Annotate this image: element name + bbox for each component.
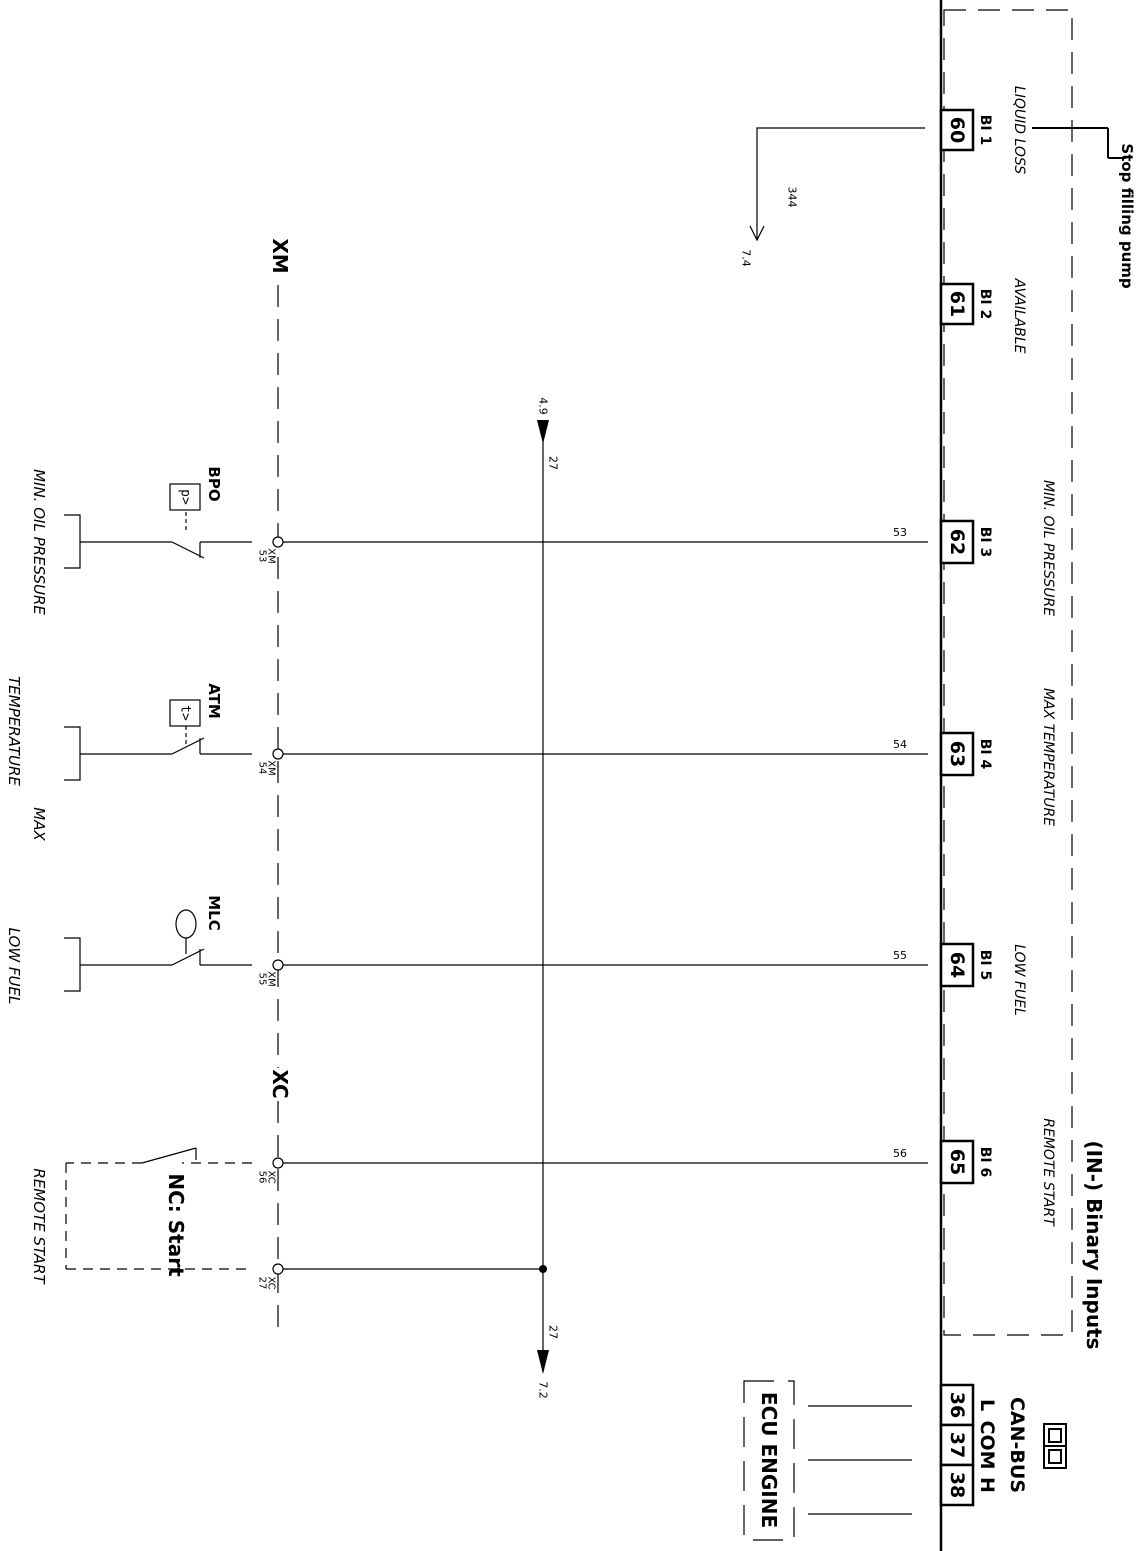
bus-27-junction <box>539 1265 547 1273</box>
input-label: BI 1 <box>977 114 993 146</box>
input-label: BI 6 <box>977 1146 993 1178</box>
input-function: MIN. OIL PRESSURE <box>1040 479 1056 617</box>
input-label: BI 5 <box>977 949 993 981</box>
wire-53-label: 53 <box>893 526 907 539</box>
input-function: MAX TEMPERATURE <box>1040 687 1056 827</box>
bus-27-top-ref: 4.9 <box>536 397 550 415</box>
terminal-bi6 <box>941 1118 1056 1227</box>
terminal-number: 53 <box>256 549 268 563</box>
can-bus-terminals <box>941 1385 1028 1505</box>
bpo-description: MIN. OIL PRESSURE <box>30 469 48 615</box>
terminal-bi4 <box>941 688 1056 826</box>
atm-tag: ATM <box>205 683 223 719</box>
terminal-number: 27 <box>256 1276 268 1290</box>
bus-27-top-wire: 27 <box>546 456 560 470</box>
can-pin-l: L <box>976 1398 998 1412</box>
terminal-block: XM <box>265 971 277 987</box>
stop-filling-pump-label: Stop filling pump <box>1118 143 1136 289</box>
terminal-block-xm-label: XM <box>268 238 292 274</box>
atm-description-line2: MAX <box>30 807 48 841</box>
terminal-xm-54 <box>257 749 284 776</box>
can-pin-com: COM <box>976 1420 998 1470</box>
liquid-loss-crossref <box>750 128 925 240</box>
can-terminal-36: 36 <box>946 1391 968 1419</box>
bus-27-bottom-wire: 27 <box>546 1325 560 1339</box>
terminal-bi1 <box>941 86 1027 174</box>
terminal-number: 54 <box>256 761 268 775</box>
atm-symbol: t> <box>177 705 193 721</box>
terminal-block-xc-label: XC <box>268 1069 292 1099</box>
terminal-number: 60 <box>946 116 968 144</box>
can-bus-icon <box>1044 1424 1066 1468</box>
can-terminal-38: 38 <box>946 1471 968 1499</box>
can-bus-wires <box>808 1406 912 1514</box>
terminal-bi3 <box>941 480 1056 616</box>
mlc-tag: MLC <box>205 895 223 931</box>
terminal-xc-27 <box>257 1264 284 1290</box>
input-label: BI 2 <box>977 288 993 320</box>
bus-27-bottom-arrow <box>537 1350 549 1374</box>
bus-27 <box>537 420 549 1374</box>
terminal-block: XM <box>265 548 277 564</box>
wire-56-label: 56 <box>893 1147 907 1160</box>
terminal-xm-53 <box>257 537 284 564</box>
terminal-xm-55 <box>257 960 284 987</box>
terminal-bi2 <box>941 278 1027 354</box>
terminal-number: 61 <box>946 290 968 318</box>
input-label: BI 3 <box>977 526 993 558</box>
terminal-number: 63 <box>946 740 968 768</box>
terminal-bi5 <box>941 944 1027 1016</box>
terminal-block: XC <box>265 1170 277 1184</box>
input-label: BI 4 <box>977 738 993 770</box>
input-function: REMOTE START <box>1040 1118 1056 1226</box>
remote-start-description: REMOTE START <box>30 1168 48 1284</box>
terminal-number: 65 <box>946 1148 968 1176</box>
remote-start-contact <box>66 1148 252 1269</box>
wire-54-label: 54 <box>893 738 907 751</box>
input-function: AVAILABLE <box>1011 278 1027 354</box>
terminal-block: XM <box>265 760 277 776</box>
binary-inputs-title: (IN-) Binary Inputs <box>1082 1140 1106 1350</box>
terminal-number: 55 <box>256 972 268 986</box>
terminal-xc-56 <box>257 1158 284 1184</box>
bus-27-top-arrow <box>537 420 549 444</box>
ecu-engine-label: ECU ENGINE <box>757 1391 781 1529</box>
terminal-number: 62 <box>946 528 968 556</box>
bpo-tag: BPO <box>205 466 223 502</box>
signal-wires <box>282 542 928 1269</box>
remote-start-contact-label: NC: Start <box>164 1173 188 1277</box>
terminal-number: 56 <box>256 1170 268 1184</box>
input-function: LOW FUEL <box>1011 944 1027 1016</box>
mlc-description: LOW FUEL <box>5 927 23 1005</box>
can-pin-h: H <box>976 1477 998 1493</box>
bpo-symbol: p> <box>177 489 193 505</box>
input-function: LIQUID LOSS <box>1011 85 1027 175</box>
terminal-number: 64 <box>946 951 968 979</box>
terminal-block: XC <box>265 1276 277 1290</box>
bus-27-bottom-ref: 7.2 <box>536 1381 550 1399</box>
can-bus-title: CAN-BUS <box>1006 1396 1028 1494</box>
crossref-page: 7.4 <box>739 249 753 267</box>
crossref-wire: 344 <box>785 186 799 208</box>
wire-55-label: 55 <box>893 949 907 962</box>
atm-description-line1: TEMPERATURE <box>5 676 23 786</box>
can-terminal-37: 37 <box>946 1431 968 1459</box>
stop-filling-pump-indicator <box>1032 128 1126 158</box>
